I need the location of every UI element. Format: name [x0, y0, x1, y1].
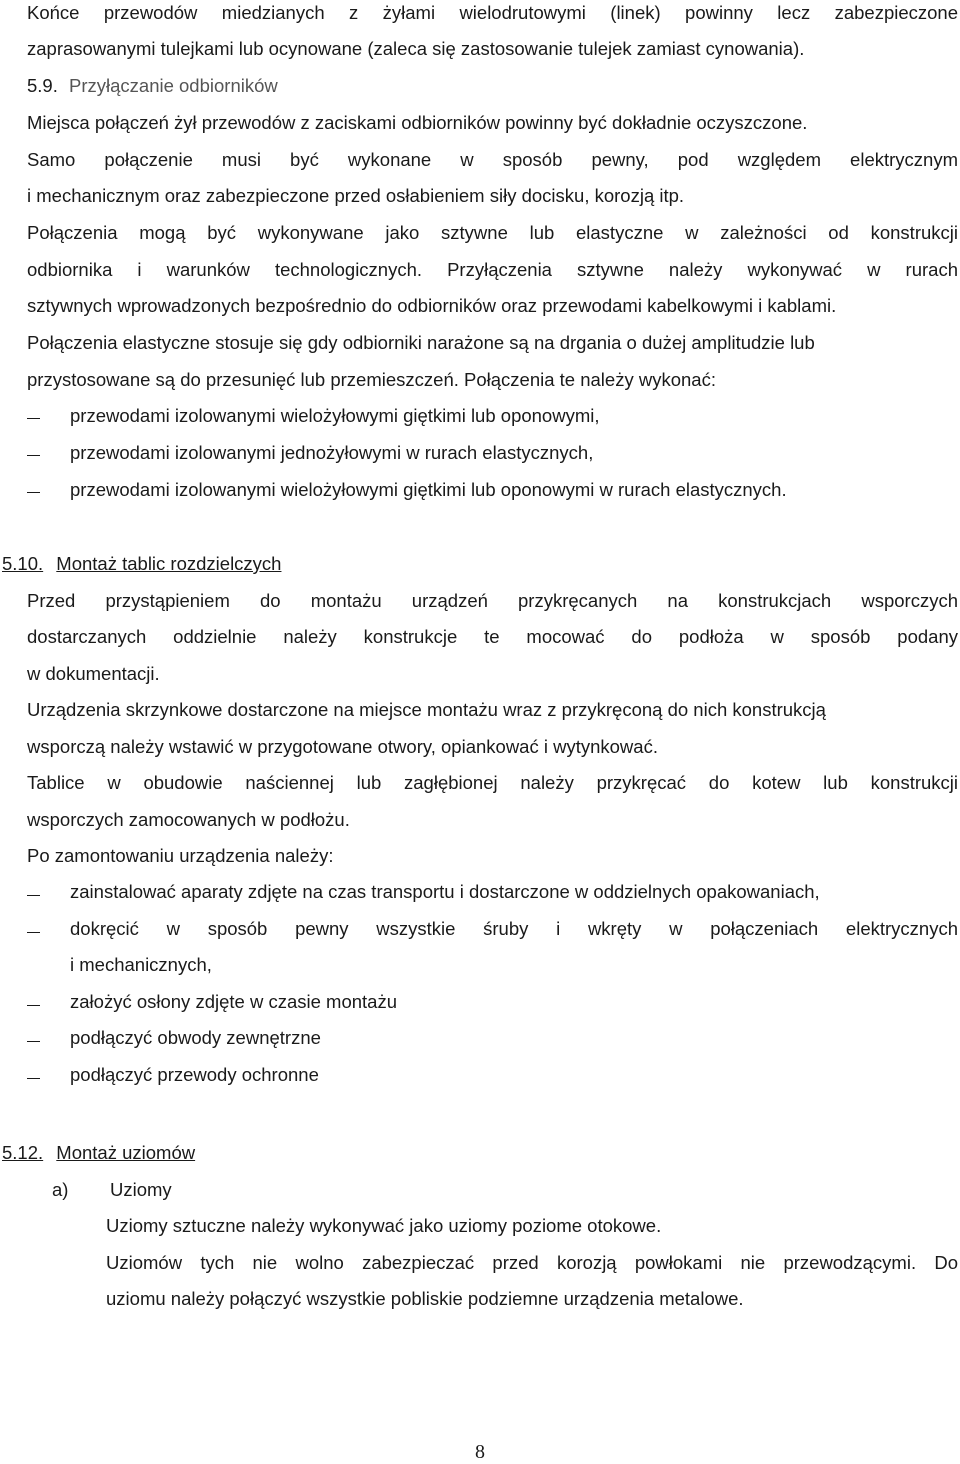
subsection-heading [52, 1179, 960, 1201]
section-heading-5-12 [2, 1142, 960, 1164]
paragraph-line: Uziomy sztuczne należy wykonywać jako uziomy poziome otokowe. [106, 1215, 662, 1236]
paragraph-line: wsporczych zamocowanych w podłożu. [27, 809, 350, 830]
list-dash-icon [27, 455, 40, 456]
section-heading-5-10 [2, 553, 960, 575]
paragraph-line: odbiornika i warunków technologicznych. Przyłączenia sztywne należy wykonywać w rurach [27, 259, 958, 280]
section-title: Przyłączanie odbiorników [69, 75, 278, 96]
paragraph-line: Miejsca połączeń żył przewodów z zaciskami odbiorników powinny być dokładnie oczyszczone. [27, 112, 808, 133]
section-title: Montaż tablic rozdzielczych [56, 553, 282, 574]
list-item: przewodami izolowanymi wielożyłowymi giętkimi lub oponowymi w rurach elastycznych. [70, 479, 787, 500]
paragraph-line: Urządzenia skrzynkowe dostarczone na miejsce montażu wraz z przykręconą do nich konstrukcją [27, 699, 826, 720]
list-dash-icon [27, 895, 40, 896]
list-dash-icon [27, 1041, 40, 1042]
paragraph-line: sztywnych wprowadzonych bezpośrednio do odbiorników oraz przewodami kabelkowymi i kablami. [27, 295, 837, 316]
paragraph-line: i mechanicznym oraz zabezpieczone przed osłabieniem siły docisku, korozją itp. [27, 185, 685, 206]
list-item: podłączyć przewody ochronne [70, 1064, 319, 1085]
list-item: zainstalować aparaty zdjęte na czas transportu i dostarczone w oddzielnych opakowaniach, [70, 881, 820, 902]
paragraph-line: dostarczanych oddzielnie należy konstrukcje te mocować do podłoża w sposób podany [27, 626, 958, 647]
list-dash-icon [27, 418, 40, 419]
paragraph-line: Końce przewodów miedzianych z żyłami wielodrutowymi (linek) powinny lecz zabezpieczone [27, 2, 958, 23]
list-dash-icon [27, 932, 40, 933]
paragraph-line: przystosowane są do przesunięć lub przemieszczeń. Połączenia te należy wykonać: [27, 369, 716, 390]
list-item: przewodami izolowanymi jednożyłowymi w rurach elastycznych, [70, 442, 594, 463]
subsection-title: Uziomy [110, 1179, 172, 1200]
paragraph-line: Połączenia mogą być wykonywane jako sztywne lub elastyczne w zależności od konstrukcji [27, 222, 958, 243]
paragraph-line: w dokumentacji. [27, 663, 160, 684]
paragraph-line: Tablice w obudowie naściennej lub zagłębionej należy przykręcać do kotew lub konstrukcji [27, 772, 958, 793]
list-item: podłączyć obwody zewnętrzne [70, 1027, 321, 1048]
paragraph-line: Połączenia elastyczne stosuje się gdy odbiorniki narażone są na drgania o dużej amplitudzie lub [27, 332, 815, 353]
paragraph-line: Samo połączenie musi być wykonane w sposób pewny, pod względem elektrycznym [27, 149, 958, 170]
section-heading-5-9 [27, 75, 960, 97]
list-item: założyć osłony zdjęte w czasie montażu [70, 991, 397, 1012]
list-dash-icon [27, 1078, 40, 1079]
section-number: 5.9. [27, 75, 58, 96]
paragraph-line: Uziomów tych nie wolno zabezpieczać przed korozją powłokami nie przewodzącymi. Do [106, 1252, 958, 1273]
section-title: Montaż uziomów [56, 1142, 196, 1163]
list-dash-icon [27, 492, 40, 493]
section-number: 5.12. [2, 1142, 44, 1163]
list-item-continuation: i mechanicznych, [70, 954, 212, 975]
list-item: przewodami izolowanymi wielożyłowymi giętkimi lub oponowymi, [70, 405, 600, 426]
list-item: dokręcić w sposób pewny wszystkie śruby i wkręty w połączeniach elektrycznych [70, 918, 958, 939]
subsection-letter: a) [52, 1179, 69, 1200]
paragraph-line: Przed przystąpieniem do montażu urządzeń przykręcanych na konstrukcjach wsporczych [27, 590, 958, 611]
paragraph-line: zaprasowanymi tulejkami lub ocynowane (zaleca się zastosowanie tulejek zamiast cynowania). [27, 38, 805, 59]
paragraph-line: Po zamontowaniu urządzenia należy: [27, 845, 334, 866]
page-number: 8 [475, 1441, 485, 1463]
section-number: 5.10. [2, 553, 44, 574]
list-dash-icon [27, 1005, 40, 1006]
paragraph-line: uziomu należy połączyć wszystkie pobliskie podziemne urządzenia metalowe. [106, 1288, 744, 1309]
paragraph-line: wsporczą należy wstawić w przygotowane otwory, opiankować i wytynkować. [27, 736, 658, 757]
